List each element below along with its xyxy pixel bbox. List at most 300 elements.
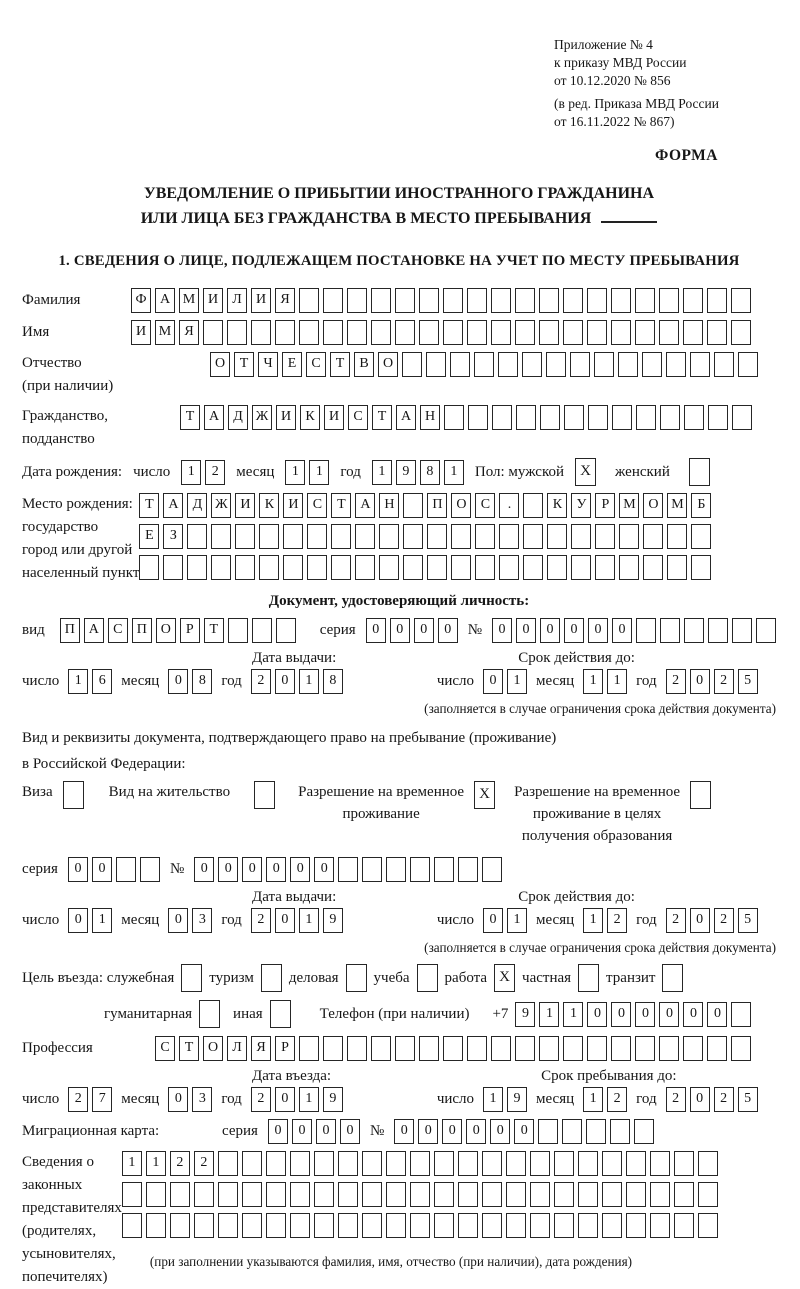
char-cell[interactable] [362, 857, 382, 882]
char-cell[interactable] [403, 555, 423, 580]
char-cell[interactable]: П [427, 493, 447, 518]
char-cell[interactable] [259, 524, 279, 549]
phone-cells[interactable] [515, 1002, 751, 1027]
char-cell[interactable] [451, 555, 471, 580]
char-cell[interactable] [451, 524, 471, 549]
char-cell[interactable] [434, 1151, 454, 1176]
char-cell[interactable]: К [547, 493, 567, 518]
char-cell[interactable]: И [276, 405, 296, 430]
char-cell[interactable] [516, 405, 536, 430]
iddoc-valid-year-cells[interactable] [666, 669, 758, 694]
char-cell[interactable] [242, 1151, 262, 1176]
char-cell[interactable]: М [179, 288, 199, 313]
char-cell[interactable]: 5 [738, 669, 758, 694]
birthplace-row2-cells[interactable] [139, 524, 711, 549]
char-cell[interactable] [379, 524, 399, 549]
char-cell[interactable]: 8 [192, 669, 212, 694]
char-cell[interactable] [554, 1182, 574, 1207]
resdoc-issue-day-cells[interactable] [68, 908, 112, 933]
char-cell[interactable] [674, 1151, 694, 1176]
char-cell[interactable]: Т [372, 405, 392, 430]
char-cell[interactable]: Р [180, 618, 200, 643]
char-cell[interactable] [362, 1151, 382, 1176]
char-cell[interactable] [482, 1213, 502, 1238]
birth-year-cells[interactable] [372, 460, 464, 485]
char-cell[interactable] [427, 555, 447, 580]
char-cell[interactable]: 0 [218, 857, 238, 882]
stay-day-cells[interactable] [483, 1087, 527, 1112]
char-cell[interactable] [266, 1151, 286, 1176]
char-cell[interactable] [458, 1151, 478, 1176]
char-cell[interactable] [708, 405, 728, 430]
char-cell[interactable] [619, 524, 639, 549]
temp-residence-edu-checkbox[interactable] [690, 781, 711, 809]
name-cells[interactable] [131, 320, 751, 345]
representatives-row2-cells[interactable] [122, 1182, 718, 1207]
char-cell[interactable] [468, 405, 488, 430]
char-cell[interactable] [659, 1036, 679, 1061]
char-cell[interactable]: А [163, 493, 183, 518]
iddoc-issue-day-cells[interactable] [68, 669, 112, 694]
char-cell[interactable] [402, 352, 422, 377]
char-cell[interactable] [443, 1036, 463, 1061]
char-cell[interactable] [539, 1036, 559, 1061]
char-cell[interactable] [290, 1182, 310, 1207]
char-cell[interactable] [338, 1151, 358, 1176]
char-cell[interactable]: 9 [323, 1087, 343, 1112]
char-cell[interactable] [643, 524, 663, 549]
char-cell[interactable] [674, 1213, 694, 1238]
char-cell[interactable]: 0 [68, 908, 88, 933]
char-cell[interactable]: С [307, 493, 327, 518]
char-cell[interactable]: П [60, 618, 80, 643]
citizenship-cells[interactable] [180, 405, 752, 430]
char-cell[interactable]: 0 [68, 857, 88, 882]
char-cell[interactable]: 2 [666, 908, 686, 933]
char-cell[interactable] [707, 288, 727, 313]
char-cell[interactable] [588, 405, 608, 430]
char-cell[interactable]: 2 [251, 669, 271, 694]
char-cell[interactable] [450, 352, 470, 377]
char-cell[interactable] [323, 320, 343, 345]
char-cell[interactable]: С [155, 1036, 175, 1061]
char-cell[interactable] [563, 288, 583, 313]
char-cell[interactable] [299, 288, 319, 313]
char-cell[interactable] [187, 524, 207, 549]
transit-checkbox[interactable] [662, 964, 683, 992]
char-cell[interactable] [386, 857, 406, 882]
char-cell[interactable]: 0 [466, 1119, 486, 1144]
char-cell[interactable] [211, 555, 231, 580]
char-cell[interactable]: 0 [394, 1119, 414, 1144]
char-cell[interactable]: 9 [515, 1002, 535, 1027]
char-cell[interactable] [283, 524, 303, 549]
char-cell[interactable]: 1 [444, 460, 464, 485]
char-cell[interactable] [362, 1182, 382, 1207]
char-cell[interactable] [546, 352, 566, 377]
char-cell[interactable] [323, 1036, 343, 1061]
char-cell[interactable]: 2 [607, 908, 627, 933]
char-cell[interactable] [731, 320, 751, 345]
char-cell[interactable] [314, 1182, 334, 1207]
char-cell[interactable] [266, 1182, 286, 1207]
char-cell[interactable] [434, 1182, 454, 1207]
char-cell[interactable] [650, 1151, 670, 1176]
char-cell[interactable] [547, 524, 567, 549]
char-cell[interactable] [227, 320, 247, 345]
char-cell[interactable] [386, 1151, 406, 1176]
char-cell[interactable] [756, 618, 776, 643]
char-cell[interactable] [475, 524, 495, 549]
char-cell[interactable]: Е [282, 352, 302, 377]
char-cell[interactable] [610, 1119, 630, 1144]
char-cell[interactable]: 0 [275, 669, 295, 694]
char-cell[interactable] [491, 1036, 511, 1061]
char-cell[interactable]: 2 [170, 1151, 190, 1176]
entry-day-cells[interactable] [68, 1087, 112, 1112]
char-cell[interactable] [643, 555, 663, 580]
char-cell[interactable] [691, 524, 711, 549]
char-cell[interactable]: 9 [323, 908, 343, 933]
char-cell[interactable] [419, 1036, 439, 1061]
char-cell[interactable] [122, 1182, 142, 1207]
char-cell[interactable]: 2 [714, 908, 734, 933]
iddoc-issue-year-cells[interactable] [251, 669, 343, 694]
surname-cells[interactable] [131, 288, 751, 313]
char-cell[interactable]: 0 [290, 857, 310, 882]
char-cell[interactable] [667, 524, 687, 549]
char-cell[interactable] [251, 320, 271, 345]
char-cell[interactable] [371, 320, 391, 345]
char-cell[interactable] [698, 1213, 718, 1238]
char-cell[interactable] [426, 352, 446, 377]
humanitarian-checkbox[interactable] [199, 1000, 220, 1028]
birthplace-row1-cells[interactable] [139, 493, 711, 518]
char-cell[interactable]: 0 [168, 669, 188, 694]
char-cell[interactable] [683, 288, 703, 313]
char-cell[interactable] [547, 555, 567, 580]
char-cell[interactable] [331, 524, 351, 549]
char-cell[interactable]: 0 [707, 1002, 727, 1027]
stay-year-cells[interactable] [666, 1087, 758, 1112]
char-cell[interactable] [691, 555, 711, 580]
char-cell[interactable] [660, 618, 680, 643]
char-cell[interactable] [362, 1213, 382, 1238]
char-cell[interactable] [379, 555, 399, 580]
char-cell[interactable]: 1 [68, 669, 88, 694]
char-cell[interactable] [290, 1213, 310, 1238]
char-cell[interactable]: К [259, 493, 279, 518]
char-cell[interactable] [515, 320, 535, 345]
char-cell[interactable]: О [156, 618, 176, 643]
doc-type-cells[interactable] [60, 618, 296, 643]
birthplace-row3-cells[interactable] [139, 555, 711, 580]
char-cell[interactable]: Я [179, 320, 199, 345]
char-cell[interactable] [499, 524, 519, 549]
char-cell[interactable] [595, 524, 615, 549]
char-cell[interactable]: Б [691, 493, 711, 518]
char-cell[interactable] [283, 555, 303, 580]
sex-female-checkbox[interactable] [689, 458, 710, 486]
char-cell[interactable]: 0 [168, 908, 188, 933]
char-cell[interactable]: 0 [516, 618, 536, 643]
char-cell[interactable]: А [204, 405, 224, 430]
profession-cells[interactable] [155, 1036, 751, 1061]
char-cell[interactable] [707, 320, 727, 345]
char-cell[interactable] [395, 320, 415, 345]
char-cell[interactable] [708, 618, 728, 643]
char-cell[interactable] [187, 555, 207, 580]
char-cell[interactable]: 1 [372, 460, 392, 485]
sex-male-checkbox[interactable]: X [575, 458, 596, 486]
char-cell[interactable]: 1 [539, 1002, 559, 1027]
char-cell[interactable] [299, 1036, 319, 1061]
char-cell[interactable]: 3 [192, 908, 212, 933]
char-cell[interactable]: 1 [483, 1087, 503, 1112]
char-cell[interactable] [515, 288, 535, 313]
char-cell[interactable]: 0 [540, 618, 560, 643]
char-cell[interactable] [338, 1182, 358, 1207]
char-cell[interactable]: 2 [666, 1087, 686, 1112]
char-cell[interactable]: Д [228, 405, 248, 430]
char-cell[interactable]: О [203, 1036, 223, 1061]
char-cell[interactable]: 8 [420, 460, 440, 485]
char-cell[interactable] [355, 555, 375, 580]
char-cell[interactable] [242, 1182, 262, 1207]
char-cell[interactable] [307, 524, 327, 549]
char-cell[interactable] [667, 555, 687, 580]
purpose-official-checkbox[interactable] [181, 964, 202, 992]
char-cell[interactable]: 0 [611, 1002, 631, 1027]
char-cell[interactable] [458, 1213, 478, 1238]
char-cell[interactable] [218, 1182, 238, 1207]
temp-residence-checkbox[interactable]: X [474, 781, 495, 809]
char-cell[interactable]: Т [331, 493, 351, 518]
char-cell[interactable]: 0 [659, 1002, 679, 1027]
char-cell[interactable]: 1 [563, 1002, 583, 1027]
char-cell[interactable] [683, 320, 703, 345]
char-cell[interactable]: 1 [299, 669, 319, 694]
char-cell[interactable]: 1 [299, 908, 319, 933]
patronymic-cells[interactable] [210, 352, 758, 377]
char-cell[interactable] [259, 555, 279, 580]
char-cell[interactable]: В [354, 352, 374, 377]
char-cell[interactable]: П [132, 618, 152, 643]
char-cell[interactable]: С [348, 405, 368, 430]
char-cell[interactable] [578, 1151, 598, 1176]
char-cell[interactable] [347, 288, 367, 313]
char-cell[interactable] [636, 618, 656, 643]
char-cell[interactable] [482, 1151, 502, 1176]
char-cell[interactable]: 1 [507, 669, 527, 694]
char-cell[interactable]: 0 [438, 618, 458, 643]
char-cell[interactable]: С [475, 493, 495, 518]
char-cell[interactable] [419, 288, 439, 313]
iddoc-issue-month-cells[interactable] [168, 669, 212, 694]
char-cell[interactable]: 0 [242, 857, 262, 882]
char-cell[interactable]: 5 [738, 908, 758, 933]
char-cell[interactable] [467, 320, 487, 345]
char-cell[interactable] [683, 1036, 703, 1061]
char-cell[interactable]: 3 [192, 1087, 212, 1112]
char-cell[interactable] [252, 618, 272, 643]
char-cell[interactable] [170, 1182, 190, 1207]
char-cell[interactable]: А [355, 493, 375, 518]
char-cell[interactable]: Е [139, 524, 159, 549]
char-cell[interactable]: 1 [299, 1087, 319, 1112]
char-cell[interactable]: 7 [92, 1087, 112, 1112]
resdoc-issue-year-cells[interactable] [251, 908, 343, 933]
char-cell[interactable] [386, 1182, 406, 1207]
char-cell[interactable] [140, 857, 160, 882]
char-cell[interactable] [570, 352, 590, 377]
char-cell[interactable]: И [131, 320, 151, 345]
char-cell[interactable] [427, 524, 447, 549]
char-cell[interactable]: О [451, 493, 471, 518]
char-cell[interactable] [578, 1213, 598, 1238]
char-cell[interactable]: 5 [738, 1087, 758, 1112]
char-cell[interactable] [218, 1213, 238, 1238]
char-cell[interactable] [634, 1119, 654, 1144]
representatives-row3-cells[interactable] [122, 1213, 718, 1238]
char-cell[interactable]: А [84, 618, 104, 643]
char-cell[interactable]: 1 [122, 1151, 142, 1176]
char-cell[interactable] [355, 524, 375, 549]
char-cell[interactable]: 0 [390, 618, 410, 643]
char-cell[interactable]: И [203, 288, 223, 313]
char-cell[interactable] [492, 405, 512, 430]
char-cell[interactable] [523, 493, 543, 518]
char-cell[interactable] [684, 405, 704, 430]
char-cell[interactable] [611, 320, 631, 345]
char-cell[interactable] [314, 1151, 334, 1176]
char-cell[interactable]: 0 [442, 1119, 462, 1144]
char-cell[interactable] [338, 1213, 358, 1238]
char-cell[interactable]: О [643, 493, 663, 518]
char-cell[interactable]: Т [179, 1036, 199, 1061]
char-cell[interactable]: 0 [483, 908, 503, 933]
char-cell[interactable] [530, 1213, 550, 1238]
char-cell[interactable] [491, 320, 511, 345]
char-cell[interactable]: 0 [266, 857, 286, 882]
char-cell[interactable] [659, 288, 679, 313]
char-cell[interactable]: У [571, 493, 591, 518]
char-cell[interactable]: 0 [483, 669, 503, 694]
char-cell[interactable]: 0 [275, 1087, 295, 1112]
char-cell[interactable]: 0 [690, 669, 710, 694]
char-cell[interactable] [626, 1213, 646, 1238]
char-cell[interactable]: 1 [583, 908, 603, 933]
char-cell[interactable] [482, 1182, 502, 1207]
char-cell[interactable] [635, 288, 655, 313]
char-cell[interactable] [331, 555, 351, 580]
char-cell[interactable] [642, 352, 662, 377]
char-cell[interactable] [636, 405, 656, 430]
char-cell[interactable]: Л [227, 1036, 247, 1061]
char-cell[interactable]: М [667, 493, 687, 518]
stay-month-cells[interactable] [583, 1087, 627, 1112]
char-cell[interactable] [467, 288, 487, 313]
char-cell[interactable]: 0 [690, 1087, 710, 1112]
char-cell[interactable] [731, 1002, 751, 1027]
char-cell[interactable] [299, 320, 319, 345]
char-cell[interactable]: Н [420, 405, 440, 430]
char-cell[interactable] [307, 555, 327, 580]
char-cell[interactable]: А [155, 288, 175, 313]
char-cell[interactable] [659, 320, 679, 345]
char-cell[interactable] [410, 1151, 430, 1176]
char-cell[interactable]: 2 [607, 1087, 627, 1112]
char-cell[interactable]: Д [187, 493, 207, 518]
char-cell[interactable]: 6 [92, 669, 112, 694]
char-cell[interactable]: Р [595, 493, 615, 518]
char-cell[interactable]: 2 [68, 1087, 88, 1112]
char-cell[interactable] [698, 1182, 718, 1207]
char-cell[interactable]: 0 [340, 1119, 360, 1144]
char-cell[interactable] [602, 1182, 622, 1207]
char-cell[interactable]: 0 [418, 1119, 438, 1144]
char-cell[interactable]: 1 [285, 460, 305, 485]
char-cell[interactable] [523, 524, 543, 549]
iddoc-valid-month-cells[interactable] [583, 669, 627, 694]
char-cell[interactable] [338, 857, 358, 882]
char-cell[interactable]: И [324, 405, 344, 430]
char-cell[interactable]: 0 [292, 1119, 312, 1144]
char-cell[interactable] [170, 1213, 190, 1238]
char-cell[interactable]: И [251, 288, 271, 313]
char-cell[interactable] [194, 1182, 214, 1207]
char-cell[interactable] [635, 320, 655, 345]
char-cell[interactable] [146, 1182, 166, 1207]
char-cell[interactable] [564, 405, 584, 430]
entry-year-cells[interactable] [251, 1087, 343, 1112]
char-cell[interactable] [714, 352, 734, 377]
char-cell[interactable] [228, 618, 248, 643]
char-cell[interactable]: Ф [131, 288, 151, 313]
char-cell[interactable]: 0 [316, 1119, 336, 1144]
residence-permit-checkbox[interactable] [254, 781, 275, 809]
char-cell[interactable] [684, 618, 704, 643]
char-cell[interactable] [266, 1213, 286, 1238]
char-cell[interactable]: Я [251, 1036, 271, 1061]
char-cell[interactable]: 2 [251, 908, 271, 933]
char-cell[interactable] [314, 1213, 334, 1238]
char-cell[interactable]: 0 [414, 618, 434, 643]
char-cell[interactable]: Я [275, 288, 295, 313]
migration-number-cells[interactable] [394, 1119, 654, 1144]
char-cell[interactable]: 0 [587, 1002, 607, 1027]
char-cell[interactable] [618, 352, 638, 377]
char-cell[interactable] [674, 1182, 694, 1207]
char-cell[interactable] [444, 405, 464, 430]
char-cell[interactable]: 1 [146, 1151, 166, 1176]
char-cell[interactable] [539, 320, 559, 345]
char-cell[interactable] [650, 1213, 670, 1238]
visa-checkbox[interactable] [63, 781, 84, 809]
char-cell[interactable] [587, 1036, 607, 1061]
char-cell[interactable] [578, 1182, 598, 1207]
char-cell[interactable]: Н [379, 493, 399, 518]
char-cell[interactable] [530, 1151, 550, 1176]
char-cell[interactable] [467, 1036, 487, 1061]
char-cell[interactable] [650, 1182, 670, 1207]
char-cell[interactable]: 0 [612, 618, 632, 643]
work-checkbox[interactable]: X [494, 964, 515, 992]
char-cell[interactable] [602, 1151, 622, 1176]
char-cell[interactable] [116, 857, 136, 882]
char-cell[interactable]: 1 [583, 669, 603, 694]
char-cell[interactable] [194, 1213, 214, 1238]
